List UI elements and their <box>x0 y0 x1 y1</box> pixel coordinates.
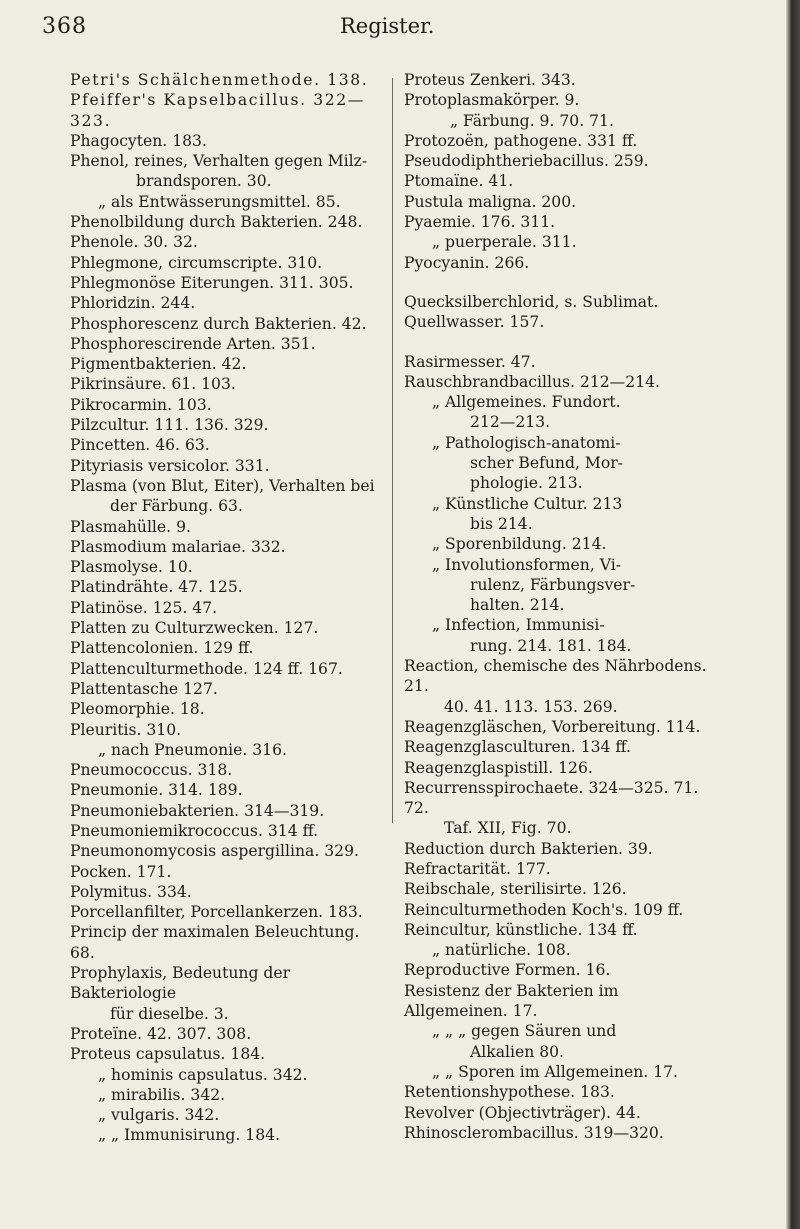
section-gap <box>404 273 726 292</box>
index-subentry: „ als Entwässerungsmittel. 85. <box>98 192 341 211</box>
index-entry-continuation: Taf. XII, Fig. 70. <box>444 819 572 838</box>
index-subentry: „ Künstliche Cultur. 213 <box>432 494 623 513</box>
index-entry: Plattencolonien. 129 ff. <box>70 639 254 658</box>
index-entry: Reagenzgläschen, Vorbereitung. 114. <box>404 717 701 736</box>
index-entry: Pigmentbakterien. 42. <box>70 355 247 374</box>
index-entry: Proteus Zenkeri. 343. <box>404 71 576 89</box>
index-entry: Phenole. 30. 32. <box>70 233 198 252</box>
index-entry: Pilzcultur. 111. 136. 329. <box>70 416 269 435</box>
page-edge <box>786 0 800 1229</box>
index-subentry: „ Pathologisch-anatomi- <box>432 433 621 452</box>
index-column-right <box>404 70 726 1143</box>
index-subentry: „ „ „ gegen Säuren und <box>432 1022 617 1041</box>
index-entry: Phloridzin. 244. <box>70 294 196 313</box>
index-entry: Reaction, chemische des Nährbodens. 21. <box>404 657 707 696</box>
index-entry: Pyaemie. 176. 311. <box>404 213 556 232</box>
index-entry-continuation: rulenz, Färbungsver- <box>470 575 636 594</box>
page-title: Register. <box>340 14 435 38</box>
index-entry: Protoplasmakörper. 9. <box>404 91 580 110</box>
column-divider <box>392 78 393 823</box>
index-entry: Phenol, reines, Verhalten gegen Milz- <box>70 152 368 171</box>
index-subentry: „ Färbung. 9. 70. 71. <box>450 111 614 130</box>
index-entry: Platindrähte. 47. 125. <box>70 578 243 597</box>
index-entry: Revolver (Objectivträger). 44. <box>404 1103 641 1122</box>
index-entry: Pneumococcus. 318. <box>70 761 233 780</box>
index-entry: Pincetten. 46. 63. <box>70 436 210 455</box>
index-entry: Phlegmone, circumscripte. 310. <box>70 253 323 272</box>
index-entry: Phenolbildung durch Bakterien. 248. <box>70 213 363 232</box>
index-entry-continuation: scher Befund, Mor- <box>470 454 623 473</box>
index-entry: Protozoën, pathogene. 331 ff. <box>404 131 638 150</box>
index-entry: Ptomaïne. 41. <box>404 172 514 191</box>
index-entry: Pneumoniebakterien. 314—319. <box>70 801 325 820</box>
index-entry: Pneumonomycosis aspergillina. 329. <box>70 842 359 861</box>
index-entry: Polymitus. 334. <box>70 882 192 901</box>
index-entry-continuation: phologie. 213. <box>470 474 583 493</box>
index-entry: Phosphorescenz durch Bakterien. 42. <box>70 314 367 333</box>
index-entry: Porcellanfilter, Porcellankerzen. 183. <box>70 903 363 922</box>
index-entry: Reduction durch Bakterien. 39. <box>404 839 653 858</box>
index-entry: Petri's Schälchenmethode. 138. <box>70 71 369 89</box>
index-entry: Reincultur, künstliche. 134 ff. <box>404 920 638 939</box>
index-entry: Pikrocarmin. 103. <box>70 395 212 414</box>
index-entry: Reagenzglaspistill. 126. <box>404 758 593 777</box>
index-entry-continuation: bis 214. <box>470 514 533 533</box>
index-entry: Reibschale, sterilisirte. 126. <box>404 880 627 899</box>
section-gap <box>404 333 726 352</box>
index-entry-continuation: halten. 214. <box>470 596 565 615</box>
index-entry: Plasmodium malariae. 332. <box>70 537 286 556</box>
index-entry-continuation: Alkalien 80. <box>470 1042 564 1061</box>
index-entry-q-section: Quecksilberchlorid, s. Sublimat. <box>404 292 659 311</box>
index-entry: Resistenz der Bakterien im Allgemeinen. 17. <box>404 981 619 1021</box>
index-entry: Refractarität. 177. <box>404 859 551 878</box>
index-entry: Plasmolyse. 10. <box>70 558 193 577</box>
index-entry: Pseudodiphtheriebacillus. 259. <box>404 152 649 171</box>
index-entry: Phagocyten. 183. <box>70 131 207 150</box>
index-entry-continuation: 212—213. <box>470 413 551 432</box>
index-subentry: „ Allgemeines. Fundort. <box>432 393 621 412</box>
index-entry: Platten zu Culturzwecken. 127. <box>70 619 319 638</box>
index-entry: Reinculturmethoden Koch's. 109 ff. <box>404 900 684 919</box>
index-subentry: „ puerperale. 311. <box>432 233 577 252</box>
index-subentry: „ hominis capsulatus. 342. <box>98 1065 308 1084</box>
index-subentry: „ Infection, Immunisi- <box>432 616 605 635</box>
index-subentry: „ Involutionsformen, Vi- <box>432 555 621 574</box>
index-entry-continuation: 40. 41. 113. 153. 269. <box>444 697 618 716</box>
index-entry: Pikrinsäure. 61. 103. <box>70 375 236 394</box>
index-entry: Retentionshypothese. 183. <box>404 1083 615 1102</box>
index-entry: Plattenculturmethode. 124 ff. 167. <box>70 659 343 678</box>
index-entry: Reproductive Formen. 16. <box>404 961 611 980</box>
index-entry: Pfeiffer's Kapselbacillus. 322—323. <box>70 91 365 130</box>
index-subentry: „ „ Immunisirung. 184. <box>98 1126 281 1145</box>
index-entry: Quellwasser. 157. <box>404 313 545 332</box>
page-number: 368 <box>42 14 87 39</box>
index-entry: Reagenzglasculturen. 134 ff. <box>404 738 631 757</box>
index-entry-continuation: für dieselbe. 3. <box>110 1004 229 1023</box>
index-entry: Platinöse. 125. 47. <box>70 598 218 617</box>
index-subentry: „ nach Pneumonie. 316. <box>98 740 287 759</box>
index-column-left <box>70 70 386 1146</box>
index-entry: Pleuritis. 310. <box>70 720 182 739</box>
index-subentry: „ „ Sporen im Allgemeinen. 17. <box>432 1062 679 1081</box>
index-entry-continuation: der Färbung. 63. <box>110 497 243 516</box>
index-entry: Pityriasis versicolor. 331. <box>70 456 270 475</box>
index-entry: Pleomorphie. 18. <box>70 700 205 719</box>
index-entry-continuation: rung. 214. 181. 184. <box>470 636 632 655</box>
index-entry: Plasma (von Blut, Eiter), Verhalten bei <box>70 476 375 495</box>
index-entry: Pneumoniemikrococcus. 314 ff. <box>70 821 319 840</box>
index-entry: Recurrensspirochaete. 324—325. 71. 72. <box>404 778 699 818</box>
index-entry: Plasmahülle. 9. <box>70 517 191 536</box>
index-entry-continuation: brandsporen. 30. <box>136 172 272 191</box>
index-entry: Rauschbrandbacillus. 212—214. <box>404 372 660 391</box>
index-subentry: „ natürliche. 108. <box>432 941 571 960</box>
index-entry: Phosphorescirende Arten. 351. <box>70 334 316 353</box>
index-subentry: „ mirabilis. 342. <box>98 1085 226 1104</box>
index-entry: Prophylaxis, Bedeutung der Bakteriologie <box>70 964 291 1003</box>
index-entry: Phlegmonöse Eiterungen. 311. 305. <box>70 273 354 292</box>
index-entry: Pustula maligna. 200. <box>404 192 577 211</box>
index-entry: Proteïne. 42. 307. 308. <box>70 1024 252 1043</box>
index-entry: Pyocyanin. 266. <box>404 253 530 272</box>
index-entry: Pneumonie. 314. 189. <box>70 781 243 800</box>
index-entry: Pocken. 171. <box>70 862 172 881</box>
index-subentry: „ Sporenbildung. 214. <box>432 535 607 554</box>
index-entry-r-section: Rasirmesser. 47. <box>404 352 536 371</box>
index-entry: Plattentasche 127. <box>70 679 218 698</box>
index-subentry: „ vulgaris. 342. <box>98 1106 220 1125</box>
index-entry: Rhinosclerombacillus. 319—320. <box>404 1123 664 1142</box>
index-entry: Proteus capsulatus. 184. <box>70 1045 266 1064</box>
index-entry: Princip der maximalen Beleuchtung. 68. <box>70 923 360 962</box>
